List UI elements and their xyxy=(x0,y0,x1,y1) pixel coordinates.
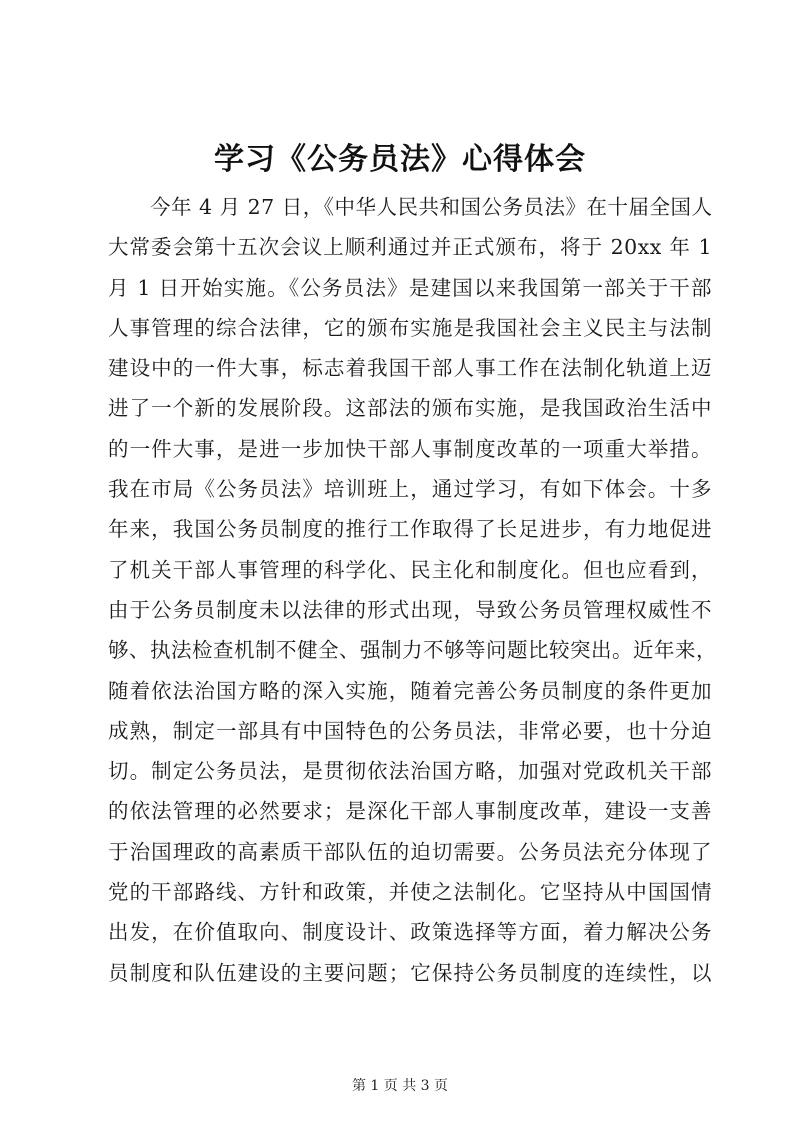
body-line: 人事管理的综合法律，它的颁布实施是我国社会主义民主与法制 xyxy=(108,315,712,340)
body-line: 党的干部路线、方针和政策，并使之法制化。它坚持从中国国情 xyxy=(108,880,712,905)
body-line: 出发，在价值取向、制度设计、政策选择等方面，着力解决公务 xyxy=(108,920,712,945)
body-line: 切。制定公务员法，是贯彻依法治国方略，加强对党政机关干部 xyxy=(108,759,712,784)
body-line: 年来，我国公务员制度的推行工作取得了长足进步，有力地促进 xyxy=(108,517,712,542)
body-line: 建设中的一件大事，标志着我国干部人事工作在法制化轨道上迈 xyxy=(108,356,712,381)
body-line: 员制度和队伍建设的主要问题；它保持公务员制度的连续性，以 xyxy=(108,960,712,985)
body-line: 今年 4 月 27 日，《中华人民共和国公务员法》在十届全国人 xyxy=(108,195,713,219)
body-line: 进了一个新的发展阶段。这部法的颁布实施，是我国政治生活中 xyxy=(108,396,712,421)
body-line: 随着依法治国方略的深入实施，随着完善公务员制度的条件更加 xyxy=(108,678,712,703)
body-line: 的一件大事，是进一步加快干部人事制度改革的一项重大举措。 xyxy=(108,436,712,461)
body-line: 月 1 日开始实施。《公务员法》是建国以来我国第一部关于干部 xyxy=(108,275,712,300)
body-line: 由于公务员制度未以法律的形式出现，导致公务员管理权威性不 xyxy=(108,597,712,622)
document-body xyxy=(108,187,717,993)
body-line: 的依法管理的必然要求；是深化干部人事制度改革，建设一支善 xyxy=(108,799,712,824)
body-line: 成熟，制定一部具有中国特色的公务员法，非常必要，也十分迫 xyxy=(108,718,712,743)
body-line: 大常委会第十五次会议上顺利通过并正式颁布，将于 20xx 年 1 xyxy=(108,235,712,260)
page-footer: 第 1 页 共 3 页 xyxy=(351,1078,449,1094)
body-line: 我在市局《公务员法》培训班上，通过学习，有如下体会。十多 xyxy=(108,477,712,502)
body-line: 够、执法检查机制不健全、强制力不够等问题比较突出。近年来， xyxy=(108,638,717,663)
body-line: 了机关干部人事管理的科学化、民主化和制度化。但也应看到， xyxy=(108,557,712,582)
document-title: 学习《公务员法》心得体会 xyxy=(214,142,586,177)
body-line: 于治国理政的高素质干部队伍的迫切需要。公务员法充分体现了 xyxy=(108,839,712,864)
